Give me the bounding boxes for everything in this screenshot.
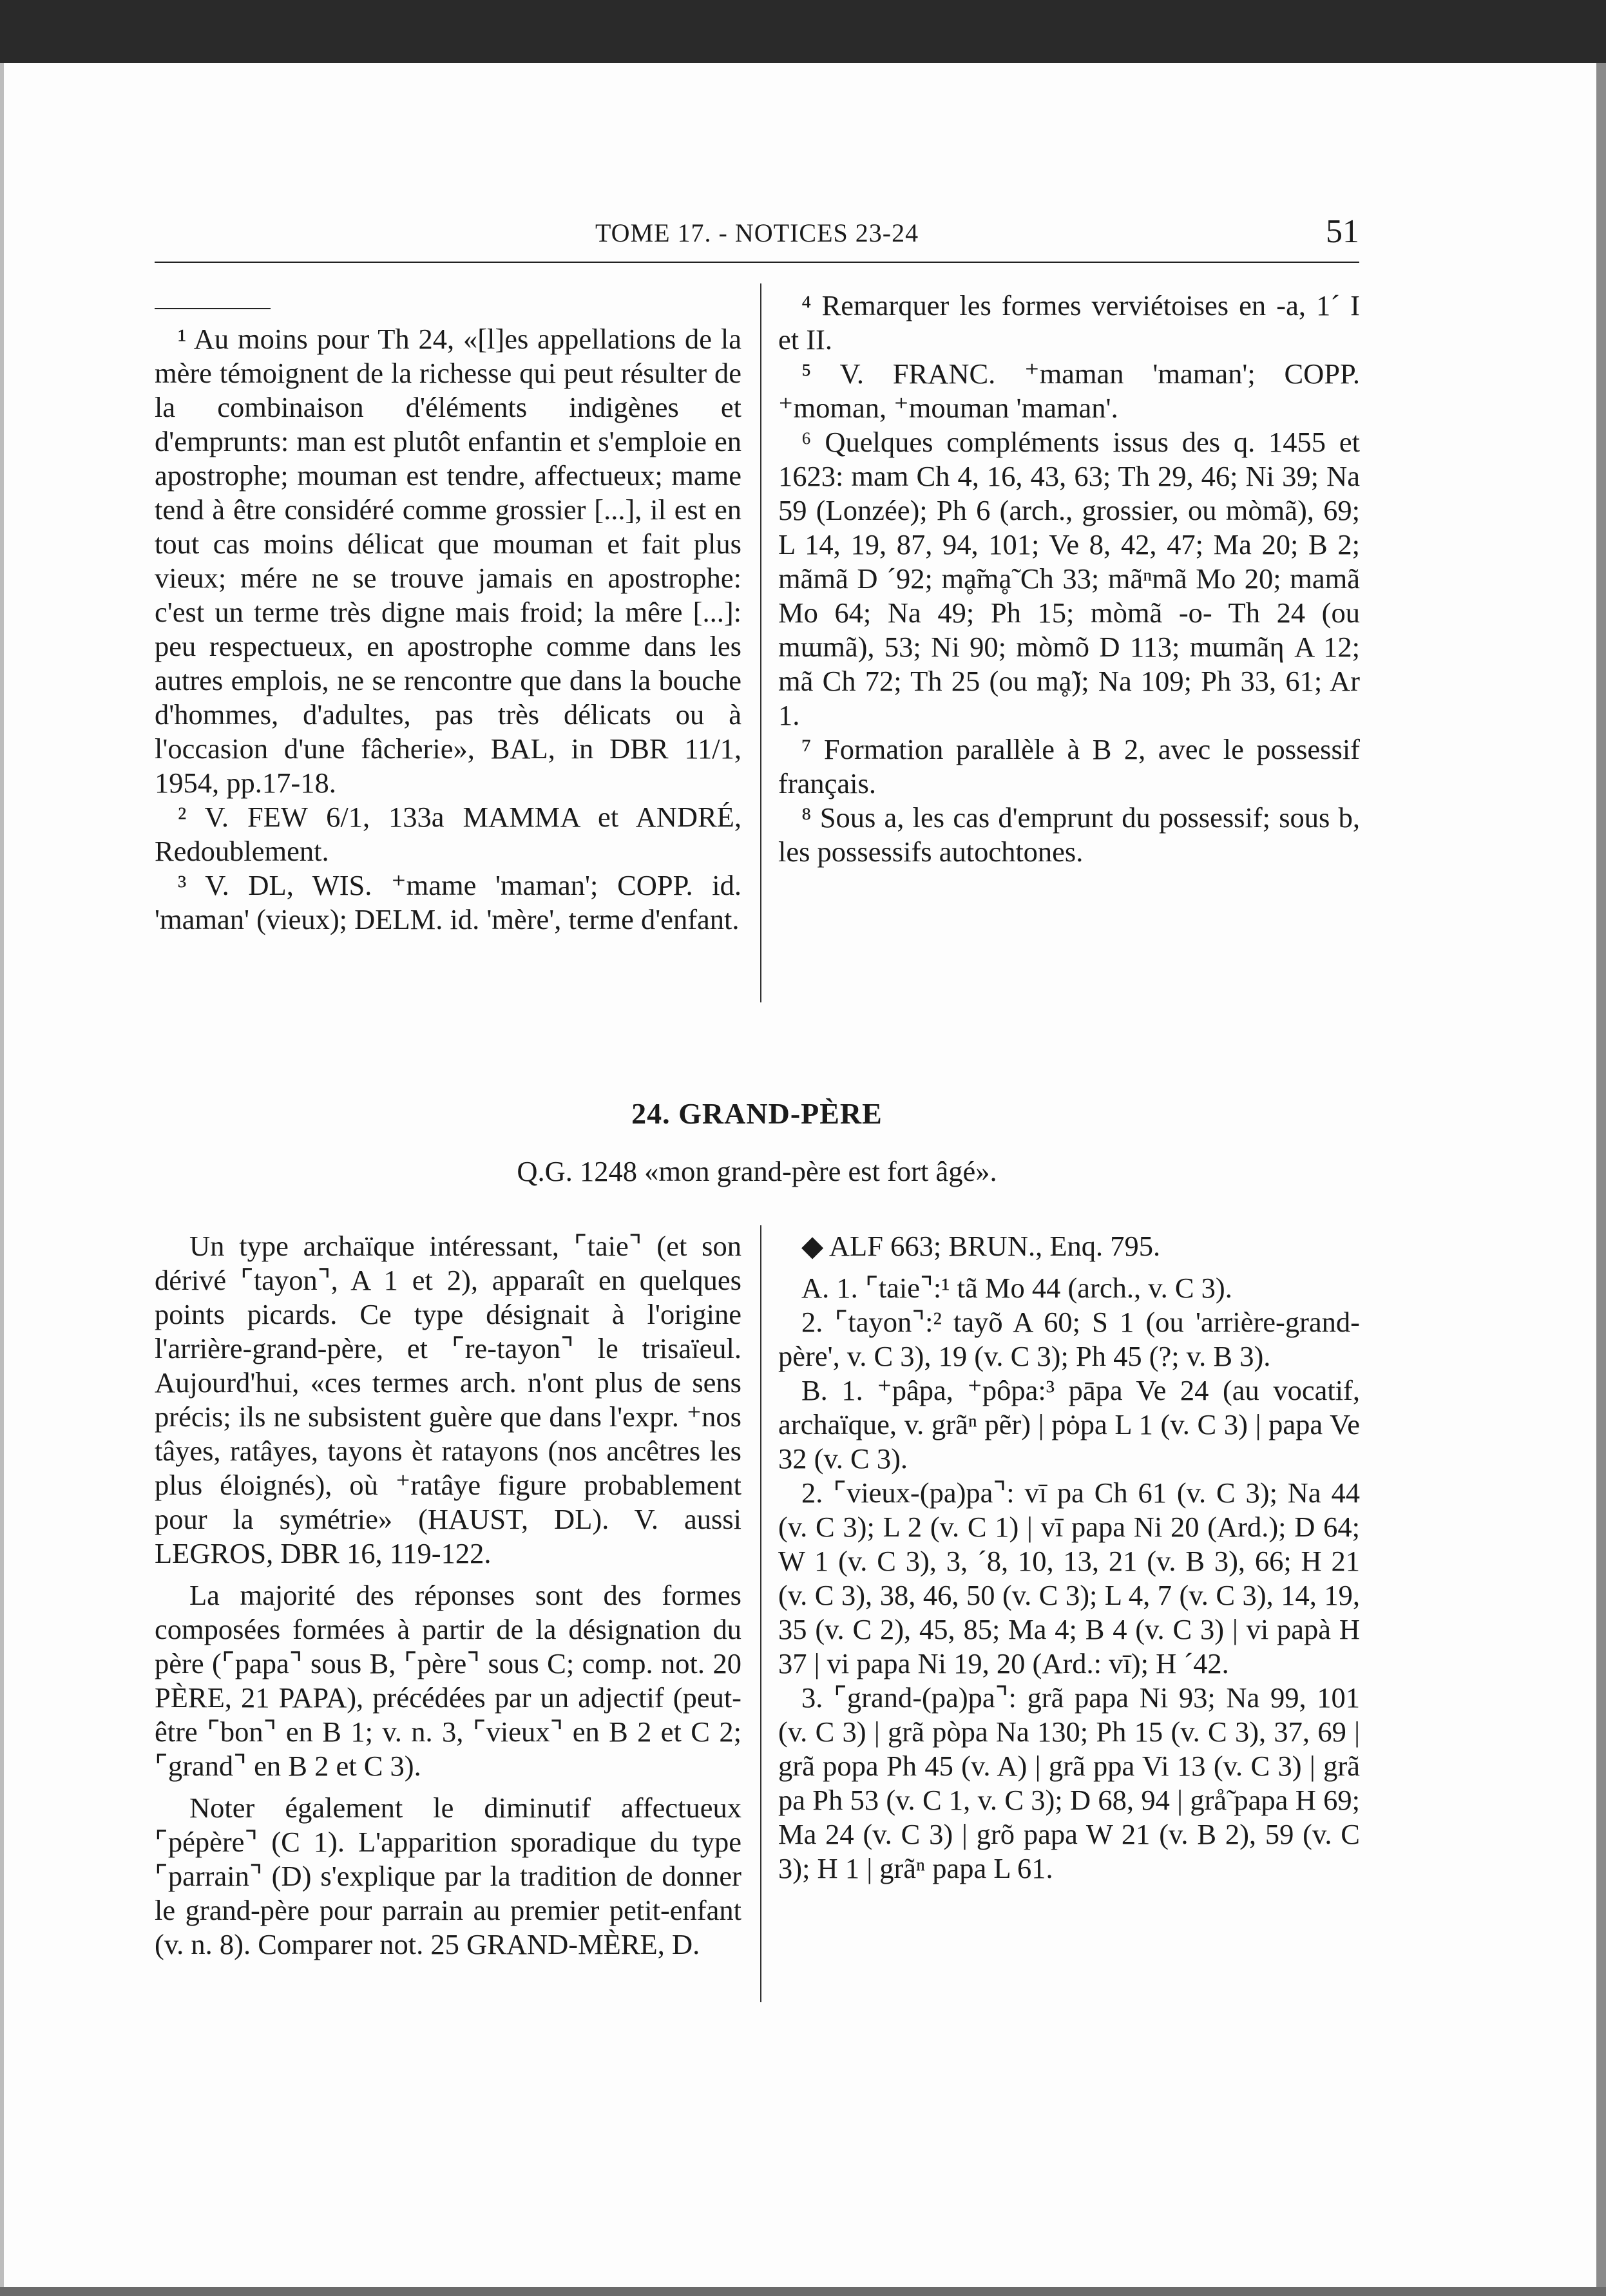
questionnaire-reference: Q.G. 1248 «mon grand-père est fort âgé». <box>517 1155 997 1187</box>
footnotes-left-column <box>155 304 741 937</box>
header-rule <box>155 262 1359 263</box>
page-number: 51 <box>1326 213 1359 250</box>
running-head <box>155 213 1359 258</box>
attestation-entry: 2. ⌜tayon⌝:² tayõ A 60; S 1 (ou 'arrière-grand-père', v. C 3), 19 (v. C 3); Ph 45 (?; v. B 3). <box>778 1306 1360 1372</box>
column-divider <box>760 1225 761 2002</box>
attestation-entry: 3. ⌜grand-(pa)pa⌝: grã papa Ni 93; Na 99, 101 (v. C 3) | grã pòpa Na 130; Ph 15 (v. C 3), 37, 69 | grã popa Ph 45 (v. A) | grã ppa Vi 13 (v. C 3) | grã pa Ph 53 (v. C 1, v. C 3); D 68, 94 | grå̃ papa H 69; Ma 24 (v. C 3) | grõ papa W 21 (v. B 2), 59 (v. C 3); H 1 | grãⁿ papa L 61. <box>778 1681 1360 1884</box>
commentary-left-column <box>155 1229 741 1962</box>
column-divider <box>760 283 761 1002</box>
commentary-paragraph: Un type archaïque intéressant, ⌜taie⌝ (et son dérivé ⌜tayon⌝, A 1 et 2), apparaît en quelques points picards. Ce type désignait à l'origine l'arrière-grand-père, et ⌜re-tayon⌝ le trisaïeul. Aujourd'hui, «ces termes arch. n'ont plus de sens précis; ils ne subsistent guère que dans l'expr. ⁺nos tâyes, ratâyes, tayons èt ratayons (nos ancêtres les plus éloignés), où ⁺ratâye figure probablement pour la symétrie» (HAUST, DL). V. aussi LEGROS, DBR 16, 119-122. <box>155 1230 741 1569</box>
footnote-5: ⁵ V. FRANC. ⁺maman 'maman'; COPP. ⁺moman, ⁺mouman 'maman'. <box>778 358 1360 424</box>
footnote-separator <box>155 308 271 309</box>
attestation-entry: B. 1. ⁺pâpa, ⁺pôpa:³ pāpa Ve 24 (au vocatif, archaïque, v. grãⁿ pẽr) | pȯpa L 1 (v. C 3) | papa Ve 32 (v. C 3). <box>778 1374 1360 1475</box>
running-title: TOME 17. - NOTICES 23-24 <box>595 218 919 247</box>
footnote-6: ⁶ Quelques compléments issus des q. 1455 et 1623: mam Ch 4, 16, 43, 63; Th 29, 46; Ni 39; Na 59 (Lonzée); Ph 6 (arch., grossier, ou mòmã), 69; L 14, 19, 87, 94, 101; Ve 8, 42, 47; Ma 20; B 2; mãmã D ´92; mḁ̃mḁ̃ Ch 33; mãⁿmã Mo 20; mamã Mo 64; Na 49; Ph 15; mòmã -o- Th 24 (ou mɯmã), 53; Ni 90; mòmõ D 113; mɯmãη A 12; mã Ch 72; Th 25 (ou mḁ̃); Na 109; Ph 33, 61; Ar 1. <box>778 426 1360 731</box>
footnote-8: ⁸ Sous a, les cas d'emprunt du possessif; sous b, les possessifs autochtones. <box>778 801 1360 868</box>
footnote-1: ¹ Au moins pour Th 24, «[l]es appellations de la mère témoignent de la richesse qui peut résulter de la combinaison d'éléments indigènes et d'emprunts: man est plutôt enfantin et s'emploie en apostrophe; mouman est tendre, affectueux; mame tend à être considéré comme grossier [...], il est en tout cas moins délicat que mouman et fait plus vieux; mére ne se trouve jamais en apostrophe: c'est un terme très digne mais froid; la mêre [...]: peu respectueux, en apostrophe comme dans les autres emplois, ne se rencontre que dans la bouche d'hommes, d'adultes, pas très délicats ou à l'occasion d'une fâcherie», BAL, in DBR 11/1, 1954, pp.17-18. <box>155 323 741 799</box>
footnote-7: ⁷ Formation parallèle à B 2, avec le possessif français. <box>778 733 1360 799</box>
commentary-paragraph: La majorité des réponses sont des formes composées formées à partir de la désignation du père (⌜papa⌝ sous B, ⌜père⌝ sous C; comp. not. 20 PÈRE, 21 PAPA), précédées par un adjectif (peut-être ⌜bon⌝ en B 1; v. n. 3, ⌜vieux⌝ en B 2 et C 2; ⌜grand⌝ en B 2 et C 3). <box>155 1579 741 1782</box>
footnote-3: ³ V. DL, WIS. ⁺mame 'maman'; COPP. id. 'maman' (vieux); DELM. id. 'mère', terme d'enfant. <box>155 869 741 935</box>
footnotes-right-column <box>778 289 1360 869</box>
scan-edge-bottom <box>0 2287 1606 2296</box>
scan-edge-right <box>1596 63 1606 2287</box>
attestation-entry: 2. ⌜vieux-(pa)pa⌝: vī pa Ch 61 (v. C 3); Na 44 (v. C 3); L 2 (v. C 1) | vī papa Ni 20 (Ard.); D 64; W 1 (v. C 3), 3, ´8, 10, 13, 21 (v. B 3), 66; H 21 (v. C 3), 38, 46, 50 (v. C 3); L 4, 7 (v. C 3), 14, 19, 35 (v. C 2), 45, 85; Ma 4; B 4 (v. C 3) | vi papà H 37 | vi papa Ni 19, 20 (Ard.: vī); H ´42. <box>778 1477 1360 1679</box>
footnote-4: ⁴ Remarquer les formes verviétoises en -a, 1´ I et II. <box>778 289 1360 356</box>
attestations-right-column <box>778 1229 1360 1886</box>
footnote-2: ² V. FEW 6/1, 133a MAMMA et ANDRÉ, Redoublement. <box>155 801 741 867</box>
sources-line: ◆ ALF 663; BRUN., Enq. 795. <box>801 1230 1161 1262</box>
section-heading: 24. GRAND-PÈRE <box>631 1097 883 1130</box>
attestation-entry: A. 1. ⌜taie⌝:¹ tã Mo 44 (arch., v. C 3). <box>801 1272 1232 1304</box>
commentary-paragraph: Noter également le diminutif affectueux ⌜pépère⌝ (C 1). L'apparition sporadique du type ⌜parrain⌝ (D) s'explique par la tradition de donner le grand-père pour parrain au premier petit-enfant (v. n. 8). Comparer not. 25 GRAND-MÈRE, D. <box>155 1792 741 1960</box>
